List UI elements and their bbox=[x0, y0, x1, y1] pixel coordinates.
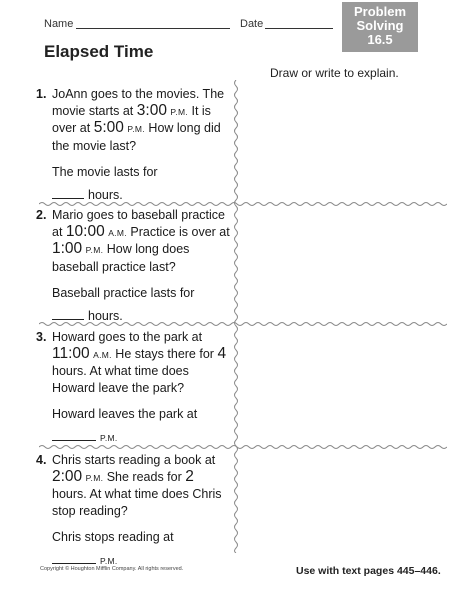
problem-text: Mario goes to baseball practice at 10:00 A.M. Practice is over at 1:00 P.M. How long does baseball practice last? bbox=[52, 208, 230, 274]
answer-prompt: Howard leaves the park at bbox=[52, 407, 198, 422]
answer-blank[interactable] bbox=[52, 552, 96, 564]
problem-number: 4. bbox=[36, 453, 47, 467]
date-line[interactable] bbox=[265, 28, 333, 29]
time-value: 1:00 bbox=[52, 240, 83, 258]
hours-value: 4 bbox=[217, 344, 227, 362]
problem-number: 2. bbox=[36, 208, 47, 222]
badge-line-3: 16.5 bbox=[367, 32, 393, 47]
instruction-text: Draw or write to explain. bbox=[270, 66, 399, 80]
hours-value: 2 bbox=[185, 467, 194, 485]
name-label: Name bbox=[44, 18, 74, 30]
problem-4 bbox=[36, 452, 232, 570]
answer-prompt: Baseball practice lasts for bbox=[52, 286, 195, 301]
answer-blank[interactable] bbox=[52, 308, 84, 320]
problem-text: JoAnn goes to the movies. The movie starts at 3:00 P.M. It is over at 5:00 P.M. How long did the movie last? bbox=[52, 87, 225, 153]
answer-blank[interactable] bbox=[52, 429, 96, 441]
problem-solving-badge bbox=[342, 2, 418, 52]
name-line[interactable] bbox=[76, 28, 230, 29]
time-value: 2:00 bbox=[52, 467, 83, 485]
time-value: 3:00 bbox=[136, 101, 167, 119]
problem-number: 3. bbox=[36, 330, 47, 344]
problem-3 bbox=[36, 329, 232, 447]
page-title: Elapsed Time bbox=[44, 42, 154, 61]
answer-blank[interactable] bbox=[52, 187, 84, 199]
time-value: 11:00 bbox=[52, 344, 90, 362]
answer-row: P.M. bbox=[52, 552, 232, 570]
text-pages-note: Use with text pages 445–446. bbox=[296, 565, 441, 577]
problem-2 bbox=[36, 207, 232, 325]
date-label: Date bbox=[240, 18, 264, 30]
badge-line-2: Solving bbox=[356, 18, 404, 33]
badge-line-1: Problem bbox=[353, 4, 406, 19]
answer-row: hours. bbox=[52, 187, 232, 204]
answer-row: P.M. bbox=[52, 429, 232, 447]
vertical-divider bbox=[233, 80, 239, 553]
problem-text: Chris starts reading a book at 2:00 P.M. She reads for 2 hours. At what time does Chris stop reading? bbox=[52, 453, 222, 518]
copyright-notice: Copyright © Houghton Mifflin Company. All rights reserved. bbox=[40, 566, 184, 572]
time-value: 10:00 bbox=[65, 222, 105, 240]
answer-prompt: Chris stops reading at bbox=[52, 530, 174, 545]
time-value: 5:00 bbox=[93, 119, 124, 137]
answer-row: hours. bbox=[52, 308, 232, 325]
problem-1 bbox=[36, 86, 232, 204]
answer-prompt: The movie lasts for bbox=[52, 165, 158, 180]
problem-text: Howard goes to the park at 11:00 A.M. He stays there for 4 hours. At what time does Howard leave the park? bbox=[52, 330, 227, 395]
problem-number: 1. bbox=[36, 87, 47, 101]
